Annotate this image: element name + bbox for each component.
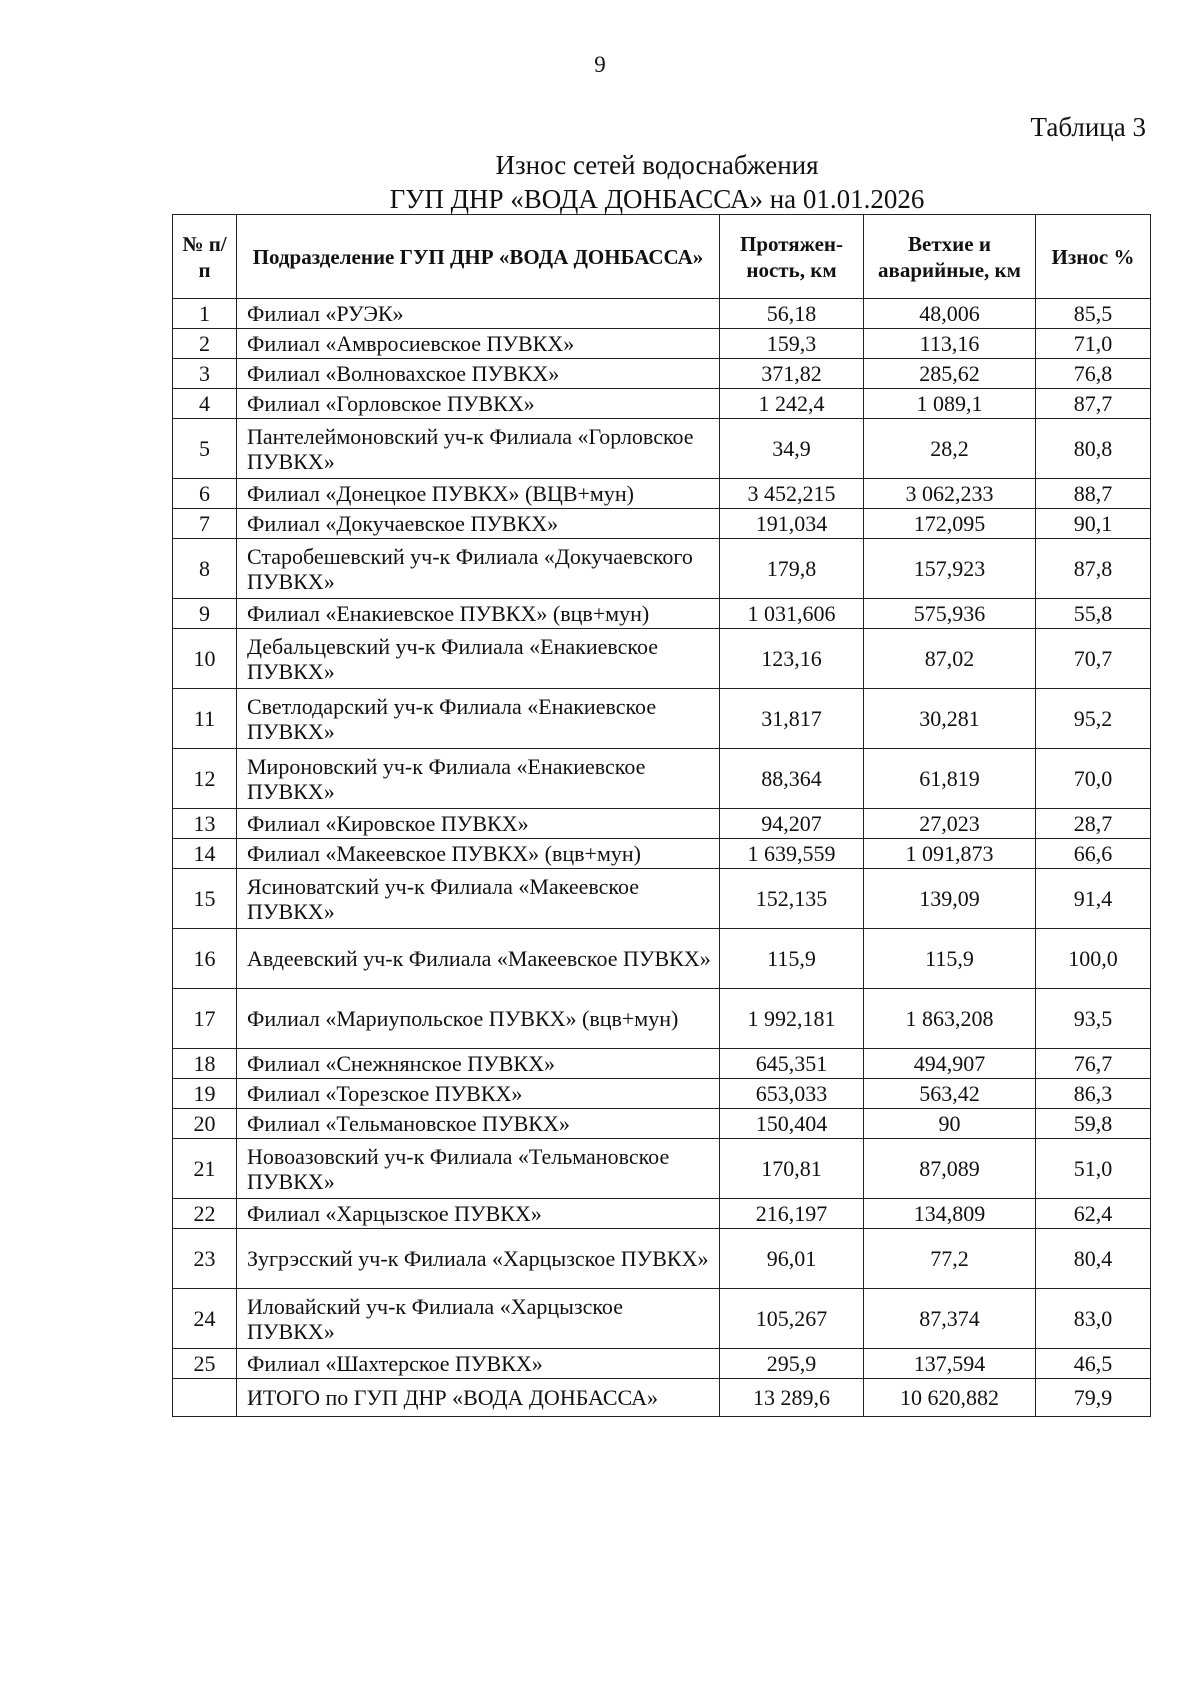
row-subdivision: Иловайский уч-к Филиала «Харцызское ПУВКХ» [237, 1289, 720, 1349]
row-worn: 134,809 [864, 1199, 1036, 1229]
row-worn: 1 863,208 [864, 989, 1036, 1049]
table-row [173, 539, 1151, 599]
table-row [173, 389, 1151, 419]
row-worn: 87,374 [864, 1289, 1036, 1349]
row-worn: 139,09 [864, 869, 1036, 929]
row-subdivision: Мироновский уч-к Филиала «Енакиевское ПУВКХ» [237, 749, 720, 809]
table-row [173, 1079, 1151, 1109]
table-row [173, 509, 1151, 539]
row-number: 21 [173, 1139, 237, 1199]
row-number: 20 [173, 1109, 237, 1139]
row-number: 2 [173, 329, 237, 359]
row-length: 105,267 [720, 1289, 864, 1349]
row-worn: 87,089 [864, 1139, 1036, 1199]
row-worn: 90 [864, 1109, 1036, 1139]
table-row [173, 869, 1151, 929]
row-subdivision: Новоазовский уч-к Филиала «Тельмановское ПУВКХ» [237, 1139, 720, 1199]
table-row [173, 299, 1151, 329]
row-length: 94,207 [720, 809, 864, 839]
row-wear: 87,8 [1036, 539, 1151, 599]
row-wear: 70,7 [1036, 629, 1151, 689]
row-number: 19 [173, 1079, 237, 1109]
row-subdivision: Филиал «Снежнянское ПУВКХ» [237, 1049, 720, 1079]
row-number: 12 [173, 749, 237, 809]
row-number: 11 [173, 689, 237, 749]
row-wear: 51,0 [1036, 1139, 1151, 1199]
total-worn: 10 620,882 [864, 1379, 1036, 1417]
row-length: 179,8 [720, 539, 864, 599]
row-length: 88,364 [720, 749, 864, 809]
header-number: № п/п [173, 215, 237, 299]
row-worn: 61,819 [864, 749, 1036, 809]
row-subdivision: Филиал «Шахтерское ПУВКХ» [237, 1349, 720, 1379]
row-subdivision: Пантелеймоновский уч-к Филиала «Горловское ПУВКХ» [237, 419, 720, 479]
row-subdivision: Филиал «Тельмановское ПУВКХ» [237, 1109, 720, 1139]
row-worn: 115,9 [864, 929, 1036, 989]
row-subdivision: Филиал «Горловское ПУВКХ» [237, 389, 720, 419]
title-line-1: Износ сетей водоснабжения [495, 150, 819, 180]
row-subdivision: Зугрэсский уч-к Филиала «Харцызское ПУВКХ» [237, 1229, 720, 1289]
row-number: 13 [173, 809, 237, 839]
row-subdivision: Филиал «Харцызское ПУВКХ» [237, 1199, 720, 1229]
row-length: 191,034 [720, 509, 864, 539]
table-row [173, 839, 1151, 869]
row-number: 5 [173, 419, 237, 479]
row-number: 4 [173, 389, 237, 419]
row-number: 8 [173, 539, 237, 599]
row-worn: 1 089,1 [864, 389, 1036, 419]
row-number: 6 [173, 479, 237, 509]
row-length: 653,033 [720, 1079, 864, 1109]
row-number: 22 [173, 1199, 237, 1229]
row-worn: 28,2 [864, 419, 1036, 479]
row-length: 170,81 [720, 1139, 864, 1199]
row-length: 150,404 [720, 1109, 864, 1139]
row-length: 645,351 [720, 1049, 864, 1079]
title-line-2: ГУП ДНР «ВОДА ДОНБАССА» на 01.01.2026 [389, 184, 925, 214]
row-subdivision: Филиал «Макеевское ПУВКХ» (вцв+мун) [237, 839, 720, 869]
row-worn: 48,006 [864, 299, 1036, 329]
row-worn: 157,923 [864, 539, 1036, 599]
table-row [173, 359, 1151, 389]
header-subdivision: Подразделение ГУП ДНР «ВОДА ДОНБАССА» [237, 215, 720, 299]
total-row [173, 1379, 1151, 1417]
row-number: 1 [173, 299, 237, 329]
header-length: Протяжен-ность, км [720, 215, 864, 299]
row-length: 1 031,606 [720, 599, 864, 629]
table-row [173, 749, 1151, 809]
total-number [173, 1379, 237, 1417]
row-number: 18 [173, 1049, 237, 1079]
row-worn: 30,281 [864, 689, 1036, 749]
row-length: 123,16 [720, 629, 864, 689]
row-number: 14 [173, 839, 237, 869]
table-row [173, 1139, 1151, 1199]
row-number: 3 [173, 359, 237, 389]
table-row [173, 479, 1151, 509]
table-row [173, 329, 1151, 359]
row-number: 7 [173, 509, 237, 539]
row-subdivision: Филиал «Торезское ПУВКХ» [237, 1079, 720, 1109]
row-number: 9 [173, 599, 237, 629]
row-wear: 71,0 [1036, 329, 1151, 359]
row-worn: 285,62 [864, 359, 1036, 389]
row-subdivision: Филиал «Енакиевское ПУВКХ» (вцв+мун) [237, 599, 720, 629]
row-worn: 137,594 [864, 1349, 1036, 1379]
row-wear: 46,5 [1036, 1349, 1151, 1379]
row-wear: 55,8 [1036, 599, 1151, 629]
row-wear: 28,7 [1036, 809, 1151, 839]
row-worn: 172,095 [864, 509, 1036, 539]
header-worn: Ветхие и аварийные, км [864, 215, 1036, 299]
row-subdivision: Ясиноватский уч-к Филиала «Макеевское ПУВКХ» [237, 869, 720, 929]
row-wear: 70,0 [1036, 749, 1151, 809]
row-subdivision: Филиал «Кировское ПУВКХ» [237, 809, 720, 839]
row-wear: 88,7 [1036, 479, 1151, 509]
row-number: 23 [173, 1229, 237, 1289]
row-worn: 3 062,233 [864, 479, 1036, 509]
row-wear: 100,0 [1036, 929, 1151, 989]
row-length: 96,01 [720, 1229, 864, 1289]
row-subdivision: Филиал «Волновахское ПУВКХ» [237, 359, 720, 389]
row-number: 25 [173, 1349, 237, 1379]
row-wear: 80,8 [1036, 419, 1151, 479]
row-wear: 95,2 [1036, 689, 1151, 749]
header-row [173, 215, 1151, 299]
row-length: 1 992,181 [720, 989, 864, 1049]
row-wear: 80,4 [1036, 1229, 1151, 1289]
row-wear: 76,8 [1036, 359, 1151, 389]
row-wear: 76,7 [1036, 1049, 1151, 1079]
table-row [173, 809, 1151, 839]
row-number: 17 [173, 989, 237, 1049]
row-length: 3 452,215 [720, 479, 864, 509]
row-length: 1 639,559 [720, 839, 864, 869]
row-wear: 85,5 [1036, 299, 1151, 329]
table-row [173, 1349, 1151, 1379]
row-subdivision: Филиал «Амвросиевское ПУВКХ» [237, 329, 720, 359]
row-length: 371,82 [720, 359, 864, 389]
row-subdivision: Дебальцевский уч-к Филиала «Енакиевское ПУВКХ» [237, 629, 720, 689]
row-length: 152,135 [720, 869, 864, 929]
table-label: Таблица 3 [1030, 112, 1146, 142]
row-length: 34,9 [720, 419, 864, 479]
row-worn: 494,907 [864, 1049, 1036, 1079]
row-wear: 93,5 [1036, 989, 1151, 1049]
row-length: 216,197 [720, 1199, 864, 1229]
table-title [172, 148, 1142, 216]
row-number: 10 [173, 629, 237, 689]
row-subdivision: Филиал «Мариупольское ПУВКХ» (вцв+мун) [237, 989, 720, 1049]
row-subdivision: Филиал «Донецкое ПУВКХ» (ВЦВ+мун) [237, 479, 720, 509]
row-wear: 90,1 [1036, 509, 1151, 539]
row-worn: 77,2 [864, 1229, 1036, 1289]
row-worn: 113,16 [864, 329, 1036, 359]
row-wear: 91,4 [1036, 869, 1151, 929]
table-row [173, 1199, 1151, 1229]
row-worn: 27,023 [864, 809, 1036, 839]
table-row [173, 419, 1151, 479]
header-wear: Износ % [1036, 215, 1151, 299]
table-row [173, 1049, 1151, 1079]
row-length: 295,9 [720, 1349, 864, 1379]
row-wear: 59,8 [1036, 1109, 1151, 1139]
row-subdivision: Светлодарский уч-к Филиала «Енакиевское ПУВКХ» [237, 689, 720, 749]
row-length: 31,817 [720, 689, 864, 749]
row-number: 24 [173, 1289, 237, 1349]
row-worn: 1 091,873 [864, 839, 1036, 869]
row-number: 16 [173, 929, 237, 989]
water-network-wear-table [172, 214, 1151, 1417]
table-row [173, 1289, 1151, 1349]
row-wear: 66,6 [1036, 839, 1151, 869]
table-row [173, 599, 1151, 629]
row-wear: 83,0 [1036, 1289, 1151, 1349]
row-length: 159,3 [720, 329, 864, 359]
table-row [173, 989, 1151, 1049]
row-worn: 563,42 [864, 1079, 1036, 1109]
row-number: 15 [173, 869, 237, 929]
row-length: 56,18 [720, 299, 864, 329]
row-wear: 87,7 [1036, 389, 1151, 419]
row-subdivision: Старобешевский уч-к Филиала «Докучаевского ПУВКХ» [237, 539, 720, 599]
row-length: 1 242,4 [720, 389, 864, 419]
table-body [173, 299, 1151, 1417]
table-row [173, 629, 1151, 689]
row-worn: 87,02 [864, 629, 1036, 689]
row-subdivision: Филиал «РУЭК» [237, 299, 720, 329]
table-row [173, 1229, 1151, 1289]
total-label: ИТОГО по ГУП ДНР «ВОДА ДОНБАССА» [237, 1379, 720, 1417]
row-subdivision: Авдеевский уч-к Филиала «Макеевское ПУВКХ» [237, 929, 720, 989]
row-length: 115,9 [720, 929, 864, 989]
table-row [173, 1109, 1151, 1139]
table-row [173, 689, 1151, 749]
total-length: 13 289,6 [720, 1379, 864, 1417]
total-wear: 79,9 [1036, 1379, 1151, 1417]
page-number: 9 [594, 52, 606, 77]
row-wear: 62,4 [1036, 1199, 1151, 1229]
row-subdivision: Филиал «Докучаевское ПУВКХ» [237, 509, 720, 539]
row-worn: 575,936 [864, 599, 1036, 629]
table-row [173, 929, 1151, 989]
row-wear: 86,3 [1036, 1079, 1151, 1109]
